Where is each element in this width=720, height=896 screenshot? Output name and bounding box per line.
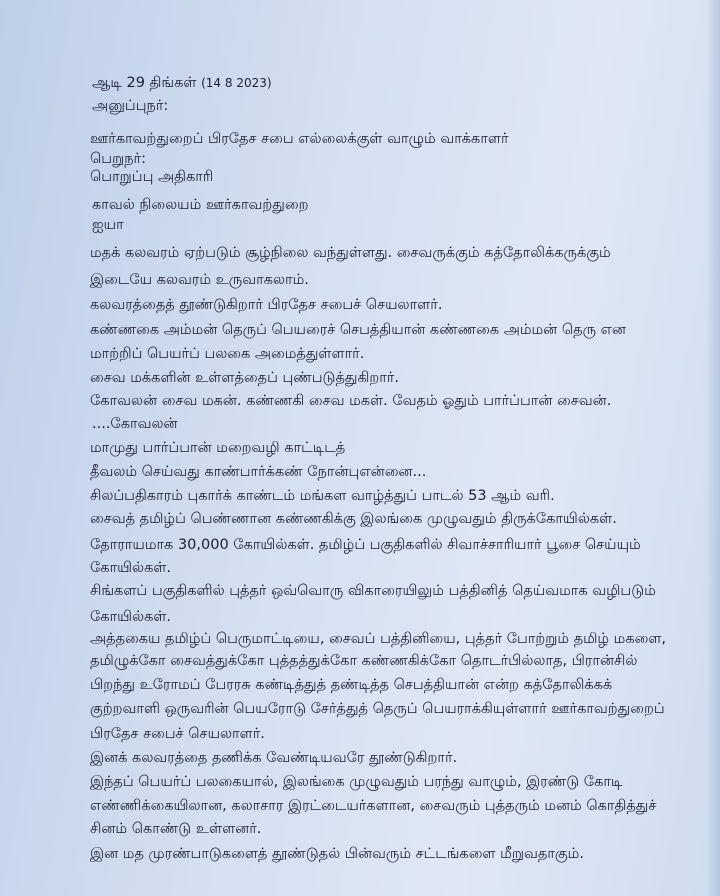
body-line: தீவலம் செய்வது காண்பார்க்கண் நோன்புஎன்னை... bbox=[90, 464, 427, 480]
body-line: கலவரத்தைத் தூண்டுகிறார் பிரதேச சபைச் செயலாளர். bbox=[90, 297, 443, 313]
body-line: இடையே கலவரம் உருவாகலாம். bbox=[90, 272, 309, 288]
body-line: தமிழுக்கோ சைவத்துக்கோ புத்தத்துக்கோ கண்ணகிக்கோ தொடர்பில்லாத, பிரான்சில் bbox=[90, 653, 638, 669]
body-line: தோராயமாக 30,000 கோயில்கள். தமிழ்ப் பகுதிகளில் சிவாச்சாரியார் பூசை செய்யும் bbox=[90, 537, 641, 553]
body-line: எண்ணிக்கையிலான, கலாசார இரட்டையர்களான, சைவரும் புத்தரும் மனம் கொதித்துச் bbox=[90, 798, 657, 814]
body-line: மாற்றிப் பெயர்ப் பலகை அமைத்துள்ளார். bbox=[90, 346, 365, 362]
to-label: பெறுநர்: bbox=[90, 151, 146, 167]
body-line: சிங்களப் பகுதிகளில் புத்தர் ஒவ்வொரு விகாரையிலும் பத்தினித் தெய்வமாக வழிபடும் bbox=[90, 583, 656, 599]
body-line: சிலப்பதிகாரம் புகார்க் காண்டம் மங்கள வாழ்த்துப் பாடல் 53 ஆம் வரி. bbox=[90, 488, 555, 504]
body-line: பிரதேச சபைச் செயலாளர். bbox=[90, 726, 265, 742]
body-line: கோயில்கள். bbox=[90, 609, 172, 625]
to-line-2: காவல் நிலையம் ஊர்காவற்துறை bbox=[92, 197, 309, 213]
body-line: மாமுது பார்ப்பான் மறைவழி காட்டிடத் bbox=[90, 440, 346, 456]
body-line: சினம் கொண்டு உள்ளனர். bbox=[90, 821, 262, 837]
date-text: ஆடி 29 திங்கள் bbox=[92, 75, 197, 91]
from-label: அனுப்புநர்: bbox=[92, 98, 169, 114]
body-line: பிறந்து உரோமப் பேரரசு கண்டித்துத் தண்டித்த செபத்தியான் என்ற கத்தோலிக்கக் bbox=[90, 677, 613, 693]
body-line: இன மத முரண்பாடுகளைத் தூண்டுதல் பின்வரும் சட்டங்களை மீறுவதாகும். bbox=[90, 846, 584, 862]
body-line: கோவலன் சைவ மகன். கண்ணகி சைவ மகள். வேதம் ஓதும் பார்ப்பான் சைவன். bbox=[90, 393, 612, 409]
body-line: சைவ மக்களின் உள்ளத்தைப் புண்படுத்துகிறார். bbox=[90, 370, 399, 386]
body-line: அத்தகைய தமிழ்ப் பெருமாட்டியை, சைவப் பத்தினியை, புத்தர் போற்றும் தமிழ் மகளை, bbox=[90, 631, 667, 647]
from-value: ஊர்காவற்துறைப் பிரதேச சபை எல்லைக்குள் வாழும் வாக்காளர் bbox=[90, 131, 509, 147]
to-line-1: பொறுப்பு அதிகாரி bbox=[90, 169, 214, 185]
date-line bbox=[92, 74, 272, 92]
paper-edge bbox=[706, 0, 720, 896]
date-paren: (14 8 2023) bbox=[201, 76, 272, 90]
body-line: ....கோவலன் bbox=[92, 416, 178, 432]
body-line: சைவத் தமிழ்ப் பெண்ணான கண்ணகிக்கு இலங்கை முழுவதும் திருக்கோயில்கள். bbox=[90, 511, 617, 527]
body-line: இனக் கலவரத்தை தணிக்க வேண்டியவரே தூண்டுகிறார். bbox=[90, 750, 458, 766]
body-line: கோயில்கள். bbox=[90, 560, 172, 576]
body-line: கண்ணகை அம்மன் தெருப் பெயரைச் செபத்தியான் கண்ணகை அம்மன் தெரு என bbox=[90, 322, 626, 338]
salutation: ஐயா bbox=[92, 217, 124, 233]
body-line: குற்றவாளி ஒருவரின் பெயரோடு சேர்த்துத் தெருப் பெயராக்கியுள்ளார் ஊர்காவற்துறைப் bbox=[90, 701, 665, 717]
body-line: இந்தப் பெயர்ப் பலகையால், இலங்கை முழுவதும் பரந்து வாழும், இரண்டு கோடி bbox=[90, 774, 623, 790]
body-line: மதக் கலவரம் ஏற்படும் சூழ்நிலை வந்துள்ளது. சைவருக்கும் கத்தோலிக்கருக்கும் bbox=[90, 245, 611, 261]
